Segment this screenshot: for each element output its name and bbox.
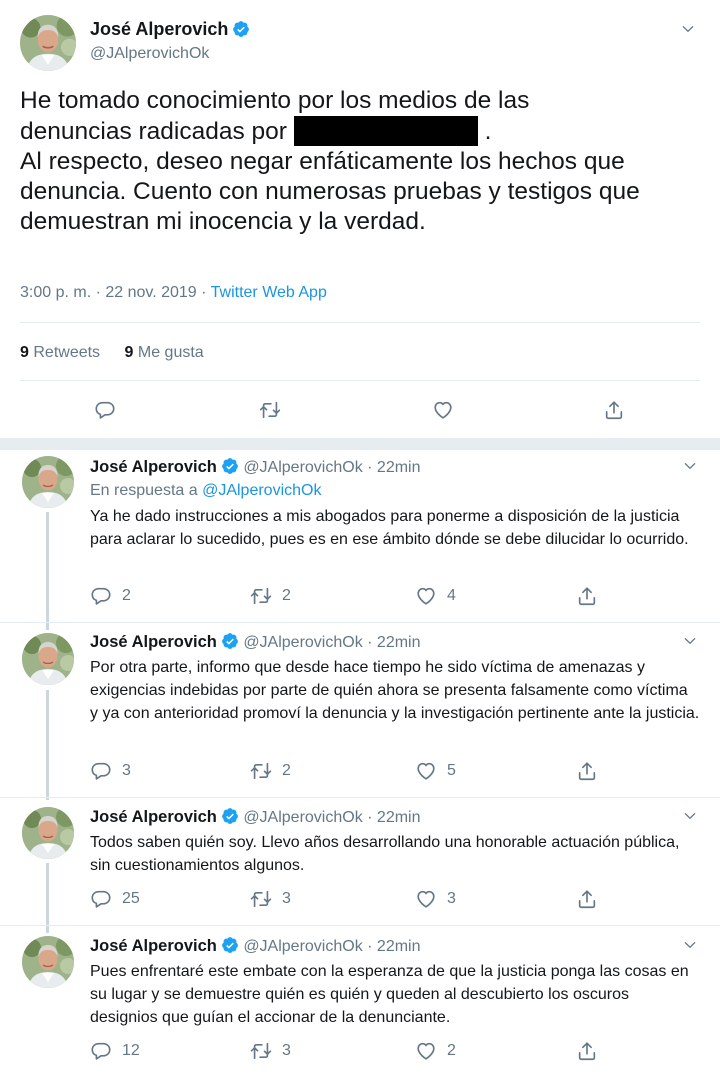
author-handle[interactable]: @JAlperovichOk — [90, 45, 210, 62]
chevron-down-icon[interactable] — [682, 633, 698, 649]
share-button[interactable] — [576, 585, 598, 607]
author-name[interactable]: José Alperovich — [90, 19, 229, 39]
share-icon — [603, 399, 625, 421]
tweet-text-line: He tomado conocimiento por los medios de las — [20, 87, 530, 114]
retweet-button[interactable] — [250, 585, 291, 607]
heart-icon — [415, 888, 437, 910]
retweet-count: 2 — [282, 587, 291, 604]
reply-count: 2 — [122, 587, 131, 604]
retweet-icon — [250, 760, 272, 782]
avatar[interactable] — [20, 15, 76, 71]
like-button[interactable] — [415, 888, 456, 910]
reply-header — [90, 457, 421, 477]
reply-time[interactable]: · 22min — [367, 938, 421, 955]
in-reply-to — [90, 482, 321, 500]
likes-label: Me gusta — [137, 344, 204, 361]
author-name[interactable]: José Alperovich — [90, 808, 217, 826]
tweet-text-segment: . — [484, 118, 492, 145]
avatar-photo — [20, 15, 76, 71]
tweet-text-paragraph: Al respecto, deseo negar enfáticamente los hechos que denuncia. Cuento con numerosas pruebas y testigos que demuestran mi inocencia y la verdad. — [20, 148, 640, 235]
retweet-button[interactable] — [250, 760, 291, 782]
share-icon — [576, 585, 598, 607]
reply-button[interactable] — [94, 399, 116, 421]
tweet-text-segment: denuncias radicadas por — [20, 118, 287, 145]
reply-text: Por otra parte, informo que desde hace tiempo he sido víctima de amenazas y exigencias indebidas por parte de quién ahora se presenta falsamente como víctima y ya con anterioridad promoví la denuncia y la investigación pertinente ante la justicia. — [90, 659, 700, 722]
author-name[interactable]: José Alperovich — [90, 458, 217, 476]
tweet-timestamp[interactable]: 3:00 p. m. · 22 nov. 2019 · — [20, 284, 211, 301]
like-count: 4 — [447, 587, 456, 604]
like-button[interactable] — [415, 585, 456, 607]
heart-icon — [432, 399, 454, 421]
redacted-block — [294, 116, 478, 146]
retweet-icon — [250, 1040, 272, 1062]
reply-count: 3 — [122, 762, 131, 779]
retweet-count: 3 — [282, 890, 291, 907]
heart-icon — [415, 1040, 437, 1062]
author-name[interactable]: José Alperovich — [90, 937, 217, 955]
divider — [0, 797, 720, 798]
likes-count: 9 — [124, 344, 134, 361]
reply-button[interactable] — [90, 760, 131, 782]
retweet-count: 2 — [282, 762, 291, 779]
author-line — [90, 19, 250, 40]
likes-stat[interactable] — [125, 344, 204, 361]
reply-button[interactable] — [90, 585, 131, 607]
divider — [0, 925, 720, 926]
avatar[interactable] — [22, 807, 74, 859]
tweet-text — [20, 86, 710, 237]
verified-badge-icon — [221, 457, 239, 475]
avatar[interactable] — [22, 456, 74, 508]
author-handle[interactable]: @JAlperovichOk — [243, 809, 363, 826]
reply-count: 12 — [122, 1042, 140, 1059]
reply-icon — [90, 1040, 112, 1062]
share-icon — [576, 1040, 598, 1062]
retweet-count: 3 — [282, 1042, 291, 1059]
reply-header — [90, 632, 421, 652]
share-button[interactable] — [576, 888, 598, 910]
chevron-down-icon[interactable] — [682, 808, 698, 824]
share-icon — [576, 888, 598, 910]
heart-icon — [415, 760, 437, 782]
verified-badge-icon — [221, 807, 239, 825]
retweet-button[interactable] — [250, 1040, 291, 1062]
like-button[interactable] — [432, 399, 454, 421]
author-handle[interactable]: @JAlperovichOk — [243, 938, 363, 955]
reply-text: Ya he dado instrucciones a mis abogados para ponerme a disposición de la justicia para aclarar lo sucedido, pues es en ese ámbito dónde se debe dilucidar lo ocurrido. — [90, 508, 689, 548]
like-count: 3 — [447, 890, 456, 907]
reply-text: Pues enfrentaré este embate con la esperanza de que la justicia ponga las cosas en su lugar y se demuestre quién es quién y queden al descubierto los oscuros designios que guían el accionar de la denunciante. — [90, 963, 689, 1026]
reply-icon — [90, 888, 112, 910]
chevron-down-icon[interactable] — [682, 937, 698, 953]
like-count: 2 — [447, 1042, 456, 1059]
author-handle[interactable]: @JAlperovichOk — [243, 459, 363, 476]
verified-badge-icon — [221, 632, 239, 650]
retweets-label: Retweets — [33, 344, 101, 361]
reply-icon — [94, 399, 116, 421]
divider — [0, 622, 720, 623]
reply-text: Todos saben quién soy. Llevo años desarrollando una honorable actuación pública, sin cuestionamientos algunos. — [90, 834, 680, 874]
reply-header — [90, 936, 421, 956]
heart-icon — [415, 585, 437, 607]
tweet-stats — [20, 344, 204, 362]
avatar-photo — [22, 633, 74, 685]
reply-time[interactable]: · 22min — [367, 634, 421, 651]
reply-icon — [90, 585, 112, 607]
share-icon — [576, 760, 598, 782]
share-button[interactable] — [576, 760, 598, 782]
thread-line — [46, 512, 49, 630]
chevron-down-icon[interactable] — [682, 458, 698, 474]
retweet-icon — [250, 585, 272, 607]
thread-line — [46, 863, 49, 933]
retweets-stat[interactable] — [20, 344, 100, 361]
author-name[interactable]: José Alperovich — [90, 633, 217, 651]
verified-badge-icon — [221, 936, 239, 954]
tweet-text-line — [20, 116, 710, 147]
like-button[interactable] — [415, 760, 456, 782]
tweet-meta — [20, 284, 327, 302]
chevron-down-icon[interactable] — [680, 21, 696, 37]
reply-icon — [90, 760, 112, 782]
share-button[interactable] — [576, 1040, 598, 1062]
like-button[interactable] — [415, 1040, 456, 1062]
tweet-source[interactable]: Twitter Web App — [210, 284, 327, 301]
avatar-photo — [22, 456, 74, 508]
reply-button[interactable] — [90, 888, 140, 910]
section-separator — [0, 438, 720, 450]
thread-line — [46, 690, 49, 800]
retweet-button[interactable] — [259, 399, 281, 421]
avatar-photo — [22, 807, 74, 859]
reply-button[interactable] — [90, 1040, 140, 1062]
divider — [20, 380, 700, 381]
reply-header — [90, 807, 421, 827]
retweets-count: 9 — [20, 344, 29, 361]
verified-badge-icon — [232, 20, 250, 38]
reply-count: 25 — [122, 890, 140, 907]
share-button[interactable] — [603, 399, 625, 421]
reply-time[interactable]: · 22min — [367, 809, 421, 826]
avatar-photo — [22, 936, 74, 988]
retweet-button[interactable] — [250, 888, 291, 910]
reply-time[interactable]: · 22min — [367, 459, 421, 476]
in-reply-prefix: En respuesta a — [90, 482, 203, 499]
retweet-icon — [259, 399, 281, 421]
avatar[interactable] — [22, 633, 74, 685]
like-count: 5 — [447, 762, 456, 779]
author-handle[interactable]: @JAlperovichOk — [243, 634, 363, 651]
retweet-icon — [250, 888, 272, 910]
divider — [20, 322, 700, 323]
in-reply-handle[interactable]: @JAlperovichOk — [202, 482, 322, 499]
avatar[interactable] — [22, 936, 74, 988]
